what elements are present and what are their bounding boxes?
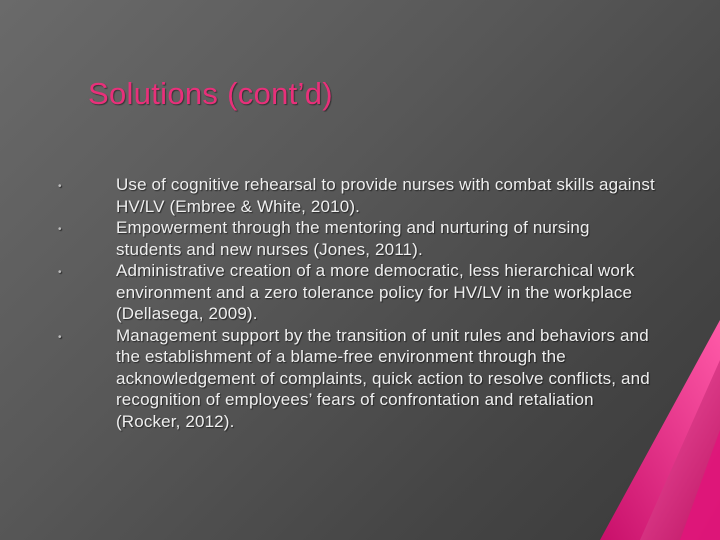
bullet-icon: • (58, 267, 62, 278)
bullet-text: Use of cognitive rehearsal to provide nurses with combat skills against HV/LV (Embree & White, 2010). (116, 175, 655, 216)
slide-title: Solutions (cont’d) (88, 76, 333, 111)
bullet-icon: • (58, 224, 62, 235)
bullet-item (58, 174, 658, 217)
bullet-item (58, 260, 658, 325)
bullet-list (58, 174, 658, 432)
bullet-text: Administrative creation of a more democratic, less hierarchical work environment and a zero tolerance policy for HV/LV in the workplace (Dellasega, 2009). (116, 261, 635, 323)
bullet-text: Management support by the transition of unit rules and behaviors and the establishment of a blame-free environment through the acknowledgement of complaints, quick action to resolve conflicts, and recognition of employees’ fears of confrontation and retaliation (Rocker, 2012). (116, 325, 650, 431)
bullet-item (58, 217, 658, 260)
bullet-item (58, 325, 658, 433)
bullet-icon: • (58, 181, 62, 192)
bullet-text: Empowerment through the mentoring and nurturing of nursing students and new nurses (Jones, 2011). (116, 218, 590, 259)
bullet-icon: • (58, 331, 62, 343)
